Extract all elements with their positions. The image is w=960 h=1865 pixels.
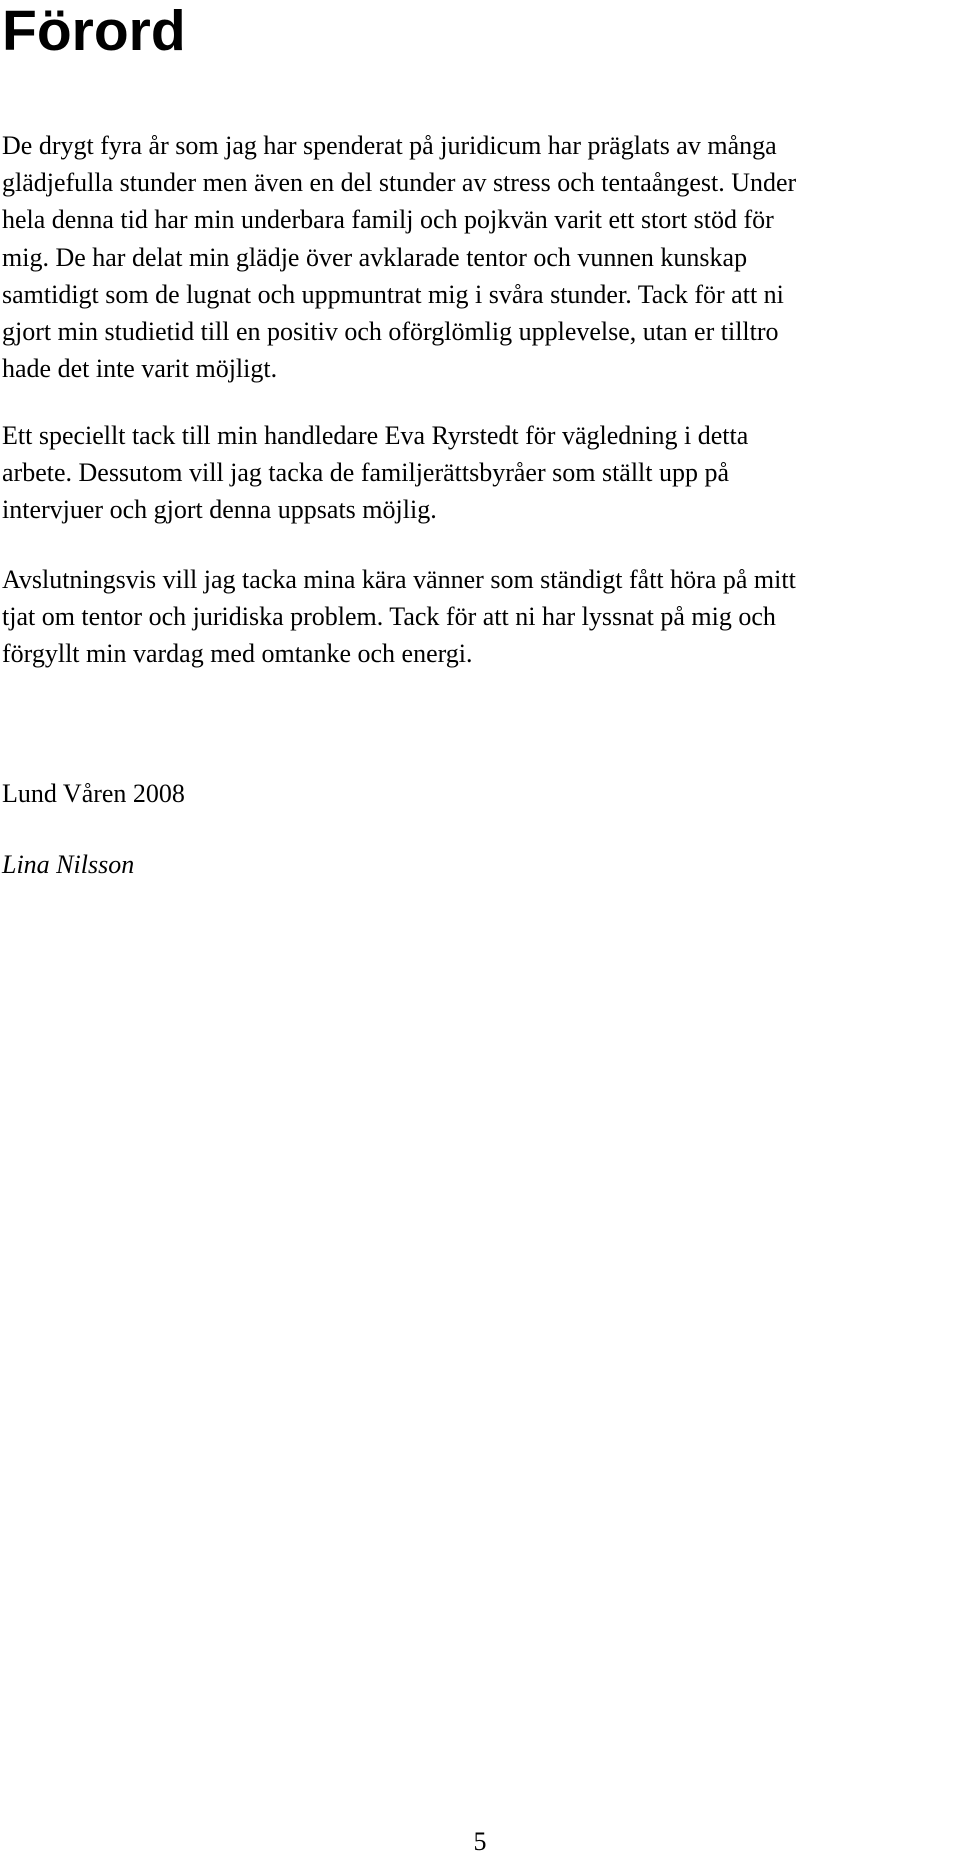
text-line: De drygt fyra år som jag har spenderat på juridicum har präglats av många <box>2 131 777 160</box>
text-line: mig. De har delat min glädje över avklarade tentor och vunnen kunskap <box>2 242 748 272</box>
text-line: arbete. Dessutom vill jag tacka de familjerättsbyråer som ställt upp på <box>2 458 730 488</box>
text-line: tjat om tentor och juridiska problem. Tack för att ni har lyssnat på mig och <box>2 602 776 632</box>
text-line: glädjefulla stunder men även en del stunder av stress och tentaångest. Under <box>2 168 797 198</box>
text-line: samtidigt som de lugnat och uppmuntrat mig i svåra stunder. Tack för att ni <box>2 279 784 309</box>
page-number: 5 <box>473 1827 487 1856</box>
text-line: hade det inte varit möjligt. <box>2 354 278 384</box>
paragraph-thanks-family <box>2 127 958 387</box>
page-title: Förord <box>2 0 186 63</box>
text-line: intervjuer och gjort denna uppsats möjlig. <box>2 495 437 525</box>
paragraph-thanks-supervisor <box>2 417 958 529</box>
text-line: förgyllt min vardag med omtanke och energi. <box>2 639 473 669</box>
paragraph-thanks-friends <box>2 561 958 673</box>
text-line: Ett speciellt tack till min handledare Eva Ryrstedt för vägledning i detta <box>2 421 749 450</box>
text-line: hela denna tid har min underbara familj och pojkvän varit ett stort stöd för <box>2 205 774 235</box>
text-line: Avslutningsvis vill jag tacka mina kära vänner som ständigt fått höra på mitt <box>2 565 796 594</box>
text-line: gjort min studietid till en positiv och oförglömlig upplevelse, utan er tilltro <box>2 317 779 347</box>
author-name: Lina Nilsson <box>2 850 135 879</box>
place-date: Lund Våren 2008 <box>2 779 185 808</box>
